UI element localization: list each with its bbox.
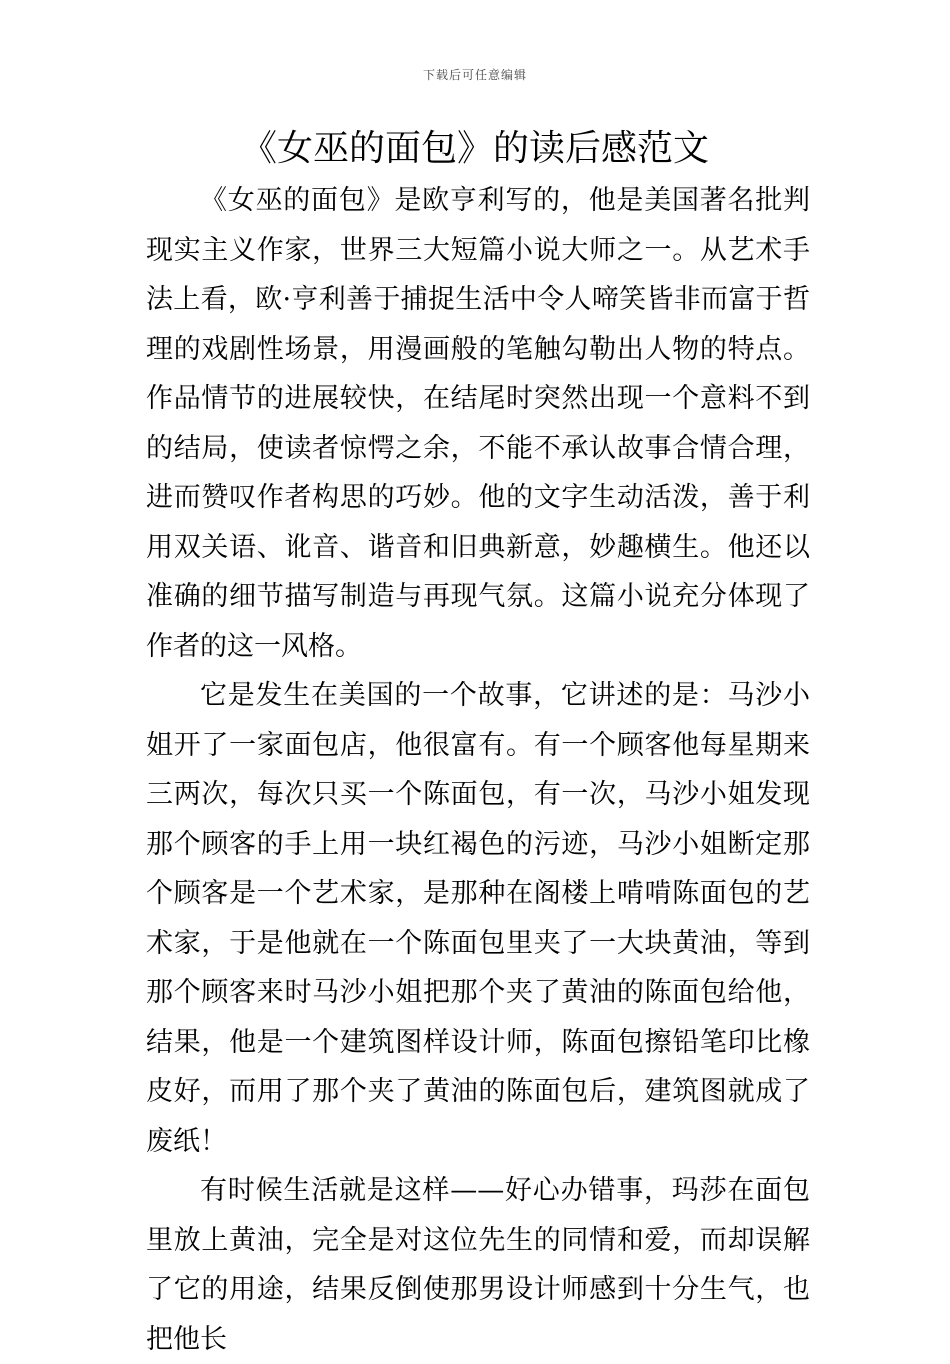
paragraph-3: 有时候生活就是这样——好心办错事，玛莎在面包里放上黄油，完全是对这位先生的同情和爱，而却误解了它的用途，结果反倒使那男设计师感到十分生气，也把他长 [146,1175,810,1355]
page-title: 《女巫的面包》的读后感范文 [240,128,709,169]
document-body [146,176,810,1364]
paragraph-2: 它是发生在美国的一个故事，它讲述的是：马沙小姐开了一家面包店，他很富有。有一个顾客他每星期来三两次，每次只买一个陈面包，有一次，马沙小姐发现那个顾客的手上用一块红褐色的污迹，马沙小姐断定那个顾客是一个艺术家，是那种在阁楼上啃啃陈面包的艺术家，于是他就在一个陈面包里夹了一大块黄油，等到那个顾客来时马沙小姐把那个夹了黄油的陈面包给他，结果，他是一个建筑图样设计师，陈面包擦铅笔印比橡皮好，而用了那个夹了黄油的陈面包后，建筑图就成了废纸！ [146,680,810,1157]
header-note: 下载后可任意编辑 [422,68,527,82]
paragraph-1: 《女巫的面包》是欧亨利写的，他是美国著名批判现实主义作家，世界三大短篇小说大师之一。从艺术手法上看，欧·亨利善于捕捉生活中令人啼笑皆非而富于哲理的戏剧性场景，用漫画般的笔触勾勒出人物的特点。作品情节的进展较快，在结尾时突然出现一个意料不到的结局，使读者惊愕之余，不能不承认故事合情合理，进而赞叹作者构思的巧妙。他的文字生动活泼，善于利用双关语、讹音、谐音和旧典新意，妙趣横生。他还以准确的细节描写制造与再现气氛。这篇小说充分体现了作者的这一风格。 [146,185,810,662]
